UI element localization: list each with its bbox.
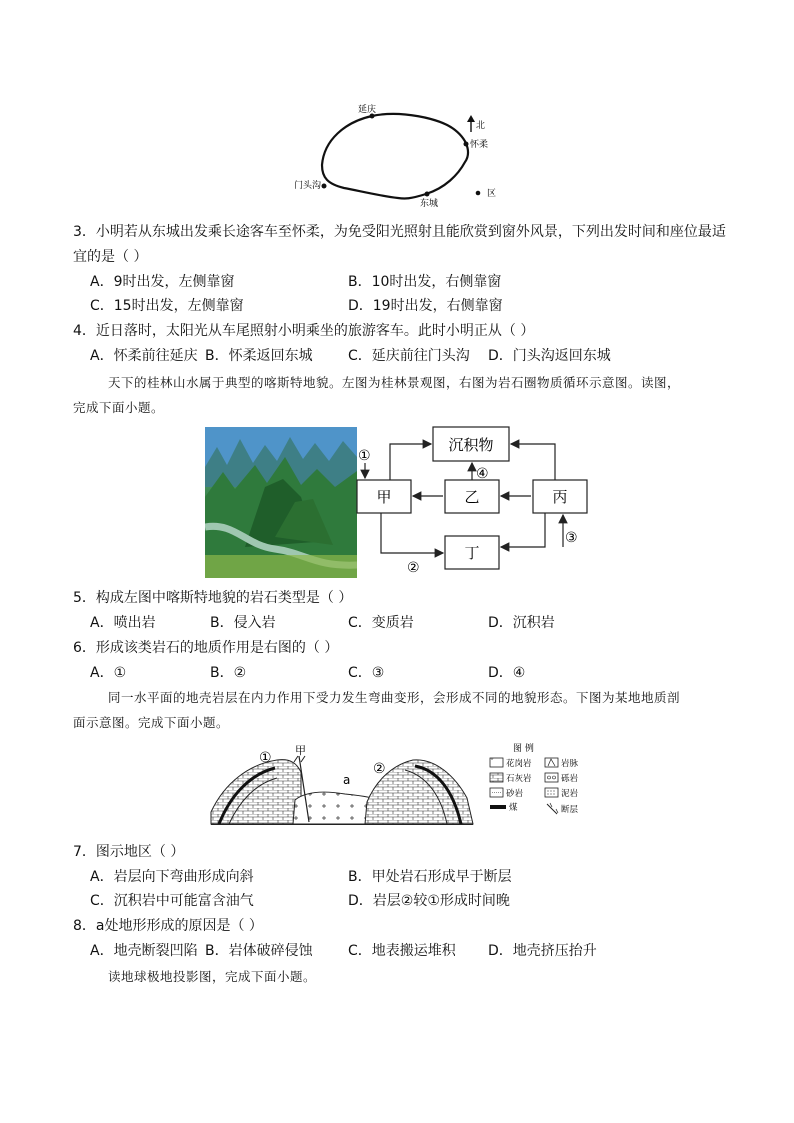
q8-stem: 8．a处地形形成的原因是（ ） xyxy=(73,918,263,934)
q4-option-b[interactable]: B．怀柔返回东城 xyxy=(205,348,313,364)
route-loop xyxy=(322,114,468,199)
svg-text:石灰岩: 石灰岩 xyxy=(506,774,532,784)
dongcheng-dot xyxy=(425,192,430,197)
q3-option-d[interactable]: D．19时出发，右侧靠窗 xyxy=(348,298,503,314)
intro-polar-projection: 读地球极地投影图，完成下面小题。 xyxy=(108,969,317,984)
q4-stem: 4．近日落时，太阳光从车尾照射小明乘坐的旅游客车。此时小明正从（ ） xyxy=(73,323,535,339)
dongcheng-label: 东城 xyxy=(420,199,439,209)
intro-profile-line1: 同一水平面的地壳岩层在内力作用下受力发生弯曲变形，会形成不同的地貌形态。下图为某地地质剖 xyxy=(108,690,681,705)
district-label: 区 xyxy=(487,189,497,199)
bing-label: 丙 xyxy=(552,488,568,506)
legend-conglomerate xyxy=(545,773,579,784)
yi-label: 乙 xyxy=(464,488,480,506)
profile-a: a xyxy=(343,773,351,787)
mentougou-dot xyxy=(322,184,327,189)
legend-sandstone xyxy=(490,788,524,799)
cycle-num-3: ③ xyxy=(565,530,578,546)
cycle-num-4: ④ xyxy=(476,466,489,482)
svg-text:泥岩: 泥岩 xyxy=(561,789,579,799)
legend-fault xyxy=(547,803,579,815)
cycle-num-2: ② xyxy=(407,560,420,576)
q5-stem: 5．构成左图中喀斯特地貌的岩石类型是（ ） xyxy=(73,590,353,606)
q8-option-b[interactable]: B．岩体破碎侵蚀 xyxy=(205,943,313,959)
cycle-num-1: ① xyxy=(358,448,371,464)
legend-dike xyxy=(545,758,579,769)
svg-text:花岗岩: 花岗岩 xyxy=(506,759,532,769)
intro-karst-line2: 完成下面小题。 xyxy=(73,400,165,415)
legend-mudstone xyxy=(545,788,579,799)
q7-option-c[interactable]: C．沉积岩中可能富含油气 xyxy=(90,893,254,909)
q7-stem: 7．图示地区（ ） xyxy=(73,844,185,860)
legend-coal xyxy=(490,802,518,813)
q4-option-c[interactable]: C．延庆前往门头沟 xyxy=(348,348,470,364)
q6-option-a[interactable]: A．① xyxy=(90,665,127,681)
q8-option-a[interactable]: A．地壳断裂凹陷 xyxy=(90,943,198,959)
profile-num-1: ① xyxy=(259,750,272,766)
svg-text:断层: 断层 xyxy=(561,805,579,815)
q5-option-d[interactable]: D．沉积岩 xyxy=(488,615,555,631)
q5-option-c[interactable]: C．变质岩 xyxy=(348,615,414,631)
profile-jia: 甲 xyxy=(295,744,306,757)
north-arrow-icon xyxy=(467,115,475,132)
q4-option-a[interactable]: A．怀柔前往延庆 xyxy=(90,348,198,364)
sediment-label: 沉积物 xyxy=(448,436,494,454)
intro-karst-line1: 天下的桂林山水属于典型的喀斯特地貌。左图为桂林景观图，右图为岩石圈物质循环示意图。读图， xyxy=(108,375,681,390)
q3-stem-line1: 3．小明若从东城出发乘长途客车至怀柔，为免受阳光照射且能欣赏到窗外风景，下列出发时间和座位最适 xyxy=(73,224,726,240)
q3-option-a[interactable]: A．9时出发，左侧靠窗 xyxy=(90,274,235,290)
intro-profile-line2: 面示意图。完成下面小题。 xyxy=(73,715,230,730)
q6-option-c[interactable]: C．③ xyxy=(348,665,385,681)
rock-cycle-diagram xyxy=(355,423,595,578)
mentougou-label: 门头沟 xyxy=(294,181,322,191)
q8-option-c[interactable]: C．地表搬运堆积 xyxy=(348,943,456,959)
q3-option-b[interactable]: B．10时出发，右侧靠窗 xyxy=(348,274,502,290)
yanqing-label: 延庆 xyxy=(358,105,377,115)
legend-granite xyxy=(490,758,532,769)
q7-option-d[interactable]: D．岩层②较①形成时间晚 xyxy=(348,893,510,909)
geologic-profile xyxy=(205,742,595,830)
q7-option-a[interactable]: A．岩层向下弯曲形成向斜 xyxy=(90,869,254,885)
svg-text:岩脉: 岩脉 xyxy=(561,759,579,769)
svg-text:砂岩: 砂岩 xyxy=(506,789,524,799)
svg-text:砾岩: 砾岩 xyxy=(561,774,579,784)
district-dot xyxy=(476,191,481,196)
legend-limestone xyxy=(490,773,532,784)
q5-option-b[interactable]: B．侵入岩 xyxy=(210,615,276,631)
guilin-landscape-photo xyxy=(205,427,357,578)
q6-stem: 6．形成该类岩石的地质作用是右图的（ ） xyxy=(73,640,339,656)
huairou-label: 怀柔 xyxy=(470,140,489,150)
profile-num-2: ② xyxy=(373,761,386,777)
q4-option-d[interactable]: D．门头沟返回东城 xyxy=(488,348,611,364)
q6-option-d[interactable]: D．④ xyxy=(488,665,526,681)
legend-title: 图 例 xyxy=(513,744,534,754)
jia-label: 甲 xyxy=(376,488,392,506)
q5-option-a[interactable]: A．喷出岩 xyxy=(90,615,156,631)
ding-label: 丁 xyxy=(464,544,480,562)
q3-stem-line2: 宜的是（ ） xyxy=(73,249,148,265)
huairou-dot xyxy=(464,142,469,147)
q8-option-d[interactable]: D．地壳挤压抬升 xyxy=(488,943,597,959)
q3-option-c[interactable]: C．15时出发，左侧靠窗 xyxy=(90,298,244,314)
q7-option-b[interactable]: B．甲处岩石形成早于断层 xyxy=(348,869,512,885)
svg-text:煤: 煤 xyxy=(509,803,518,813)
north-label: 北 xyxy=(476,121,486,131)
route-map xyxy=(280,100,520,215)
q6-option-b[interactable]: B．② xyxy=(210,665,247,681)
